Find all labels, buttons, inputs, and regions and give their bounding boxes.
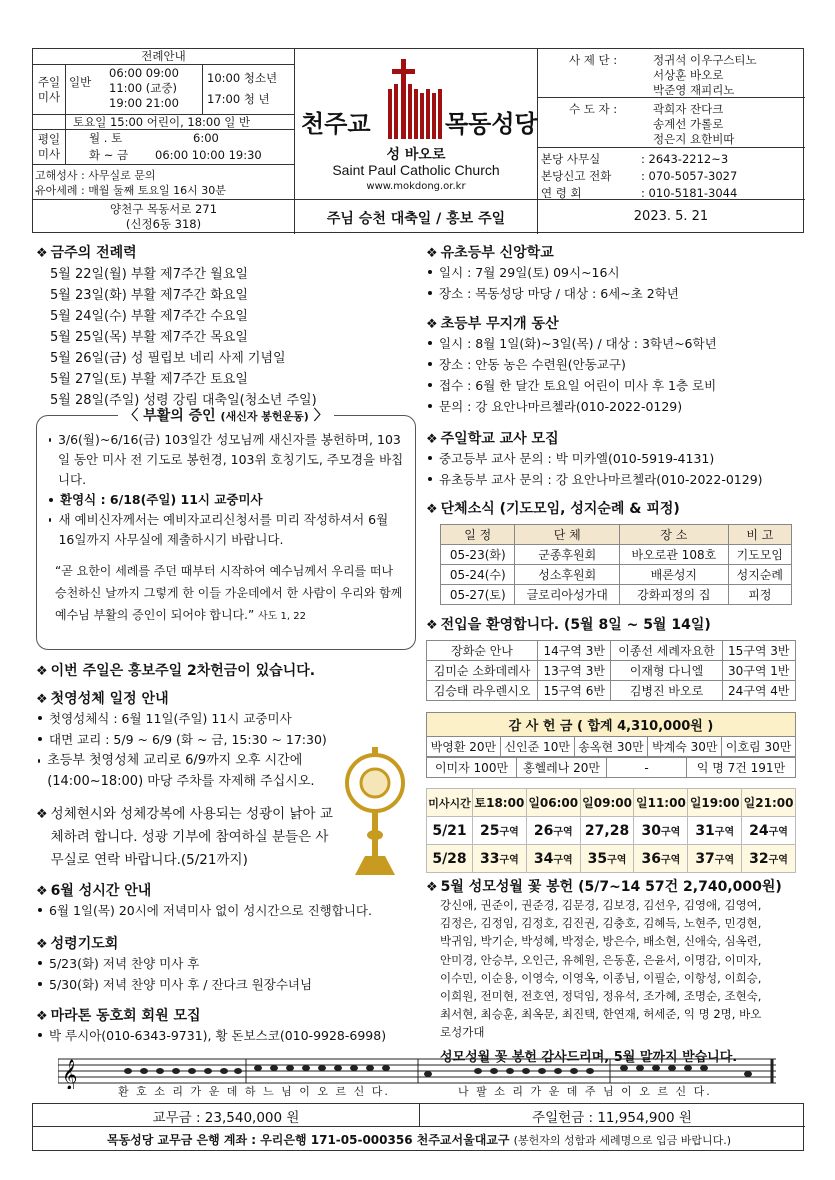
diamond-icon: ❖ xyxy=(36,1009,48,1024)
table-row xyxy=(441,565,792,585)
general-time: 11:00 (교중) xyxy=(109,81,177,95)
witness-item: 새 예비신자께서는 예비자교리신청서를 미리 작성하셔서 6월 16일까지 사무실에 제출하시기 바랍니다. xyxy=(58,512,389,547)
welcome-cell: 24구역 4반 xyxy=(722,681,795,701)
mass-duty-header: 토18:00 xyxy=(473,789,527,817)
contact-value: : 010-5181-3044 xyxy=(641,186,738,200)
groups-cell: 피정 xyxy=(728,585,791,605)
teachers-item: 중고등부 교사 문의 : 박 미카엘(010-5919-4131) xyxy=(439,451,715,466)
welcome-cell: 장화순 안나 xyxy=(427,641,538,661)
groups-header: 단 체 xyxy=(515,525,620,545)
monstrance-text: 성체현시와 성체강복에 사용되는 성광이 낡아 교체하려 합니다. 성광 기부에 참여하실 분들은 사무실로 연락 바랍니다.(5/21까지) xyxy=(50,806,333,868)
spirit-prayer-item: 5/30(화) 저녁 찬양 미사 후 / 잔다크 원장수녀님 xyxy=(49,977,313,992)
thanks-title: 감 사 헌 금 ( 합계 4,310,000원 ) xyxy=(427,713,796,737)
welcome-cell: 이종선 세례자요한 xyxy=(611,641,722,661)
kinder-title: 유초등부 신앙학교 xyxy=(440,245,554,261)
diamond-icon: ❖ xyxy=(426,502,438,517)
weekday-mass-label: 평일 미사 xyxy=(37,132,61,161)
weekday-days: 월 . 토 xyxy=(89,131,123,145)
groups-cell: 바오로관 108호 xyxy=(620,545,729,565)
table-row xyxy=(427,641,796,661)
sunday-collection-total: 주일헌금 : 11,954,900 원 xyxy=(532,1110,692,1126)
table-row xyxy=(427,681,796,701)
duty-zone: 25 xyxy=(480,822,500,839)
groups-cell: 05-23(화) xyxy=(441,545,515,565)
duty-zone: 32 xyxy=(749,850,769,867)
youth-time: 17:00 청 년 xyxy=(207,92,270,106)
diamond-icon: ❖ xyxy=(36,937,48,952)
general-time: 19:00 21:00 xyxy=(109,96,179,110)
welcome-section xyxy=(426,614,806,701)
diamond-icon: ❖ xyxy=(36,246,48,261)
mass-duty-header: 일21:00 xyxy=(742,789,796,817)
contact-label: 본당신고 전화 xyxy=(541,169,612,183)
flowers-names: 강신애, 권준이, 권준경, 김문경, 김보경, 김선우, 김영애, 김영여, 김정은, 김정임, 김정호, 김진권, 김충호, 김혜득, 노현주, 민경현, 박귀임, 박기순, 박성혜, 박정순, 방은수, 배소현, 신애숙, 심옥련, 안미경, 안승부, 오인근, 유혜원, 은동훈, 은윤서, 이명감, 이미자, 이수민, 이순용, 이영숙, 이영옥, 이종님, 이필순, 이항성, 이희승, 이희원, 전미현, 전호연, 정덕임, 정유석, 조가혜, 조명순, 조현숙, 최서현, 최승훈, 최옥문, 최진택, 한연재, 허세준, 익 명 2명, 바오로성가대 xyxy=(440,898,762,1040)
witness-item: 환영식 : 6/18(주일) 11시 교중미사 xyxy=(60,492,263,507)
diamond-icon: ❖ xyxy=(36,807,48,822)
camp-item: 문의 : 강 요안나마르첼라(010-2022-0129) xyxy=(439,399,683,414)
welcome-cell: 김승태 라우렌시오 xyxy=(427,681,538,701)
staff-role: 사 제 단 : xyxy=(569,53,618,67)
address-line: (신정6동 318) xyxy=(125,217,202,231)
duty-unit: 구역 xyxy=(553,854,573,866)
patron-name: 성 바오로 xyxy=(386,147,446,163)
groups-cell: 성소후원회 xyxy=(515,565,620,585)
holy-hour-section xyxy=(36,880,416,921)
thanks-cell: 이미자 100만 xyxy=(427,758,517,778)
mass-duty-header: 일09:00 xyxy=(580,789,634,817)
groups-cell: 군종후원회 xyxy=(515,545,620,565)
table-row xyxy=(427,845,796,873)
thanks-section xyxy=(426,712,796,778)
witness-item: 3/6(월)~6/16(금) 103일간 성모님께 새신자를 봉헌하며, 103일 동안 미사 전 기도로 봉헌경, 103위 호칭기도, 주모경을 바칩니다. xyxy=(57,432,404,487)
duty-unit: 구역 xyxy=(499,826,519,838)
church-english-name: Saint Paul Catholic Church xyxy=(332,162,500,178)
liturgy-item: 5월 22일(월) 부활 제7주간 월요일 xyxy=(50,267,248,282)
duty-unit: 구역 xyxy=(768,826,788,838)
thanks-cell: 익 명 7건 191만 xyxy=(687,758,796,778)
groups-table xyxy=(440,524,792,605)
diamond-icon: ❖ xyxy=(36,664,48,679)
staff-name: 서상훈 바오로 xyxy=(653,68,724,82)
groups-header: 일 정 xyxy=(441,525,515,545)
groups-header: 비 고 xyxy=(728,525,791,545)
camp-item: 장소 : 안동 농은 수련원(안동교구) xyxy=(439,357,626,372)
duty-unit: 구역 xyxy=(714,854,735,866)
diamond-icon: ❖ xyxy=(426,432,438,447)
duty-unit: 구역 xyxy=(660,854,681,866)
liturgy-item: 5월 26일(금) 성 필립보 네리 사제 기념일 xyxy=(50,351,286,366)
table-row xyxy=(427,817,796,845)
groups-cell: 강화피정의 집 xyxy=(620,585,729,605)
liturgy-item: 5월 23일(화) 부활 제7주간 화요일 xyxy=(50,288,248,303)
spirit-prayer-title: 성령기도회 xyxy=(50,936,119,952)
table-row xyxy=(441,545,792,565)
table-row xyxy=(441,585,792,605)
liturgy-section xyxy=(36,242,416,411)
thanks-table xyxy=(426,712,796,757)
flowers-closing: 성모성월 꽃 봉헌 감사드리며, 5월 말까지 받습니다. xyxy=(440,1049,738,1065)
mass-duty-date: 5/28 xyxy=(427,845,473,873)
thanks-cell: 송옥현 30만 xyxy=(574,737,648,757)
duty-unit: 구역 xyxy=(768,854,788,866)
weekday-times: 06:00 10:00 19:30 xyxy=(155,148,262,162)
church-name-left: 천주교 xyxy=(301,110,371,138)
mass-duty-header: 일11:00 xyxy=(634,789,688,817)
bulletin-date: 2023. 5. 21 xyxy=(633,209,709,224)
contact-value: : 070-5057-3027 xyxy=(641,169,738,183)
diamond-icon: ❖ xyxy=(426,246,438,261)
flowers-title: 5월 성모성월 꽃 봉헌 (5/7~14 57건 2,740,000원) xyxy=(440,879,782,895)
camp-item: 접수 : 6월 한 달간 토요일 어린이 미사 후 1층 로비 xyxy=(439,378,717,393)
mass-duty-header: 일19:00 xyxy=(688,789,742,817)
spirit-prayer-item: 5/23(화) 저녁 찬양 미사 후 xyxy=(49,956,200,971)
lyrics-right: 나 팔 소 리 가 운 데 주 님 이 오 르 신 다. xyxy=(458,1085,712,1098)
groups-header: 장 소 xyxy=(620,525,729,545)
marathon-title: 마라톤 동호회 회원 모집 xyxy=(50,1008,201,1024)
liturgy-title: 금주의 전례력 xyxy=(50,245,137,261)
table-row xyxy=(427,661,796,681)
duty-zone: 37 xyxy=(695,850,715,867)
liturgy-item: 5월 25일(목) 부활 제7주간 목요일 xyxy=(50,330,248,345)
weekday-days: 화 ~ 금 xyxy=(89,148,129,162)
mass-duty-date: 5/21 xyxy=(427,817,473,845)
diamond-icon: ❖ xyxy=(426,880,438,895)
bank-account: 목동성당 교무금 은행 계좌 : 우리은행 171-05-000356 천주교서울대교구 xyxy=(107,1133,510,1147)
teachers-title: 주일학교 교사 모집 xyxy=(440,431,559,447)
thanks-cell: 신인준 10만 xyxy=(500,737,574,757)
kinder-item: 장소 : 목동성당 마당 / 대상 : 6세~초 2학년 xyxy=(439,286,679,301)
duty-zone: 27,28 xyxy=(584,822,630,839)
groups-cell: 05-27(토) xyxy=(441,585,515,605)
liturgy-item: 5월 28일(주일) 성령 강림 대축일(청소년 주일) xyxy=(50,393,317,408)
mass-duty-table xyxy=(426,788,796,873)
communion-title: 첫영성체 일정 안내 xyxy=(50,691,169,707)
witness-quote-ref: 사도 1, 22 xyxy=(258,611,306,622)
groups-section xyxy=(426,498,806,605)
contact-value: : 2643-2212~3 xyxy=(641,152,729,166)
duty-unit: 구역 xyxy=(553,826,573,838)
welcome-cell: 15구역 3반 xyxy=(722,641,795,661)
duty-zone: 24 xyxy=(749,822,769,839)
mass-guide-title: 전례안내 xyxy=(141,49,186,63)
mass-duty-header: 미사시간 xyxy=(427,789,473,817)
diamond-icon: ❖ xyxy=(426,618,438,633)
diamond-icon: ❖ xyxy=(36,884,48,899)
groups-title: 단체소식 (기도모임, 성지순례 & 피정) xyxy=(440,501,680,517)
welcome-cell: 15구역 6반 xyxy=(538,681,611,701)
contact-label: 연 령 회 xyxy=(541,186,582,200)
collection-note: 이번 주일은 홍보주일 2차헌금이 있습니다. xyxy=(50,663,316,679)
witness-subtitle: (새신자 봉헌운동) xyxy=(220,410,309,423)
kinder-item: 일시 : 7월 29일(토) 09시~16시 xyxy=(439,265,620,280)
welcome-cell: 14구역 3반 xyxy=(538,641,611,661)
witness-quote: “곧 요한이 세례를 주던 때부터 시작하여 예수님께서 우리를 떠나 승천하신 날까지 그렇게 한 이들 가운데에서 한 사람이 우리와 함께 예수님 부활의 증인이 되어야 합니다.” xyxy=(55,564,403,622)
groups-cell: 성지순례 xyxy=(728,565,791,585)
welcome-cell: 김미순 소화데레사 xyxy=(427,661,538,681)
address-line: 양천구 목동서로 271 xyxy=(109,202,218,216)
camp-title: 초등부 무지개 동산 xyxy=(440,316,559,332)
staff-name: 정귀석 이우구스티노 xyxy=(653,53,757,67)
spirit-prayer-section xyxy=(36,933,416,995)
diamond-icon: ❖ xyxy=(36,692,48,707)
duty-zone: 33 xyxy=(480,850,500,867)
welcome-cell: 이재형 다니엘 xyxy=(611,661,722,681)
communion-item: 초등부 첫영성체 교리로 6/9까지 오후 시간에 (14:00~18:00) 마당 주차를 자제해 주십시오. xyxy=(47,753,315,789)
marathon-item: 박 루시아(010-6343-9731), 황 돈보스코(010-9928-6998) xyxy=(49,1028,387,1043)
church-tax-total: 교무금 : 23,540,000 원 xyxy=(152,1110,300,1126)
mass-duty-header: 일06:00 xyxy=(526,789,580,817)
sunday-title: 주님 승천 대축일 / 홍보 주일 xyxy=(326,211,506,227)
welcome-cell: 13구역 3반 xyxy=(538,661,611,681)
church-name-right: 목동성당 xyxy=(445,110,538,138)
thanks-cell: 박영환 20만 xyxy=(427,737,501,757)
holy-hour-item: 6월 1일(목) 20시에 저녁미사 없이 성시간으로 진행합니다. xyxy=(49,903,372,918)
communion-item: 대면 교리 : 5/9 ~ 6/9 (화 ~ 금, 15:30 ~ 17:30) xyxy=(49,732,327,747)
youth-time: 10:00 청소년 xyxy=(207,71,278,85)
music-staff xyxy=(58,1055,776,1099)
witness-title: 부활의 증인 xyxy=(143,408,216,424)
thanks-cell: 이호림 30만 xyxy=(722,737,796,757)
svg-text:𝄞: 𝄞 xyxy=(62,1060,78,1089)
groups-cell: 글로리아성가대 xyxy=(515,585,620,605)
duty-zone: 26 xyxy=(533,822,554,839)
thanks-cell: 홍헬레나 20만 xyxy=(517,758,607,778)
duty-unit: 구역 xyxy=(607,854,627,866)
duty-zone: 36 xyxy=(641,850,661,867)
welcome-title: 전입을 환영합니다. (5월 8일 ~ 5월 14일) xyxy=(440,617,711,633)
weekday-times: 6:00 xyxy=(193,131,219,145)
duty-zone: 35 xyxy=(587,850,608,867)
flowers-section xyxy=(426,876,806,1065)
staff-role: 수 도 자 : xyxy=(569,102,618,116)
groups-cell: 배론성지 xyxy=(620,565,729,585)
website[interactable]: www.mokdong.or.kr xyxy=(366,181,466,192)
lyrics-left: 환 호 소 리 가 운 데 하 느 님 이 오 르 신 다. xyxy=(118,1085,390,1098)
staff-name: 정은지 요한비따 xyxy=(653,132,735,146)
welcome-table xyxy=(426,640,796,701)
saturday-mass-line: 토요일 15:00 어린이, 18:00 일 반 xyxy=(73,115,251,129)
staff-name: 송계선 가롤로 xyxy=(653,117,724,131)
staff-name: 곽희자 잔다크 xyxy=(653,102,724,116)
teachers-item: 유초등부 교사 문의 : 강 요안나마르첼라(010-2022-0129) xyxy=(439,472,763,487)
thanks-cell: 박계숙 30만 xyxy=(648,737,722,757)
liturgy-item: 5월 27일(토) 부활 제7주간 토요일 xyxy=(50,372,248,387)
marathon-section xyxy=(36,1005,416,1046)
contact-label: 본당 사무실 xyxy=(541,152,601,166)
sunday-mass-label: 주일 미사 xyxy=(37,75,61,104)
kinder-section xyxy=(426,242,806,304)
monstrance-notice xyxy=(36,803,336,872)
header-box xyxy=(32,48,804,233)
duty-zone: 34 xyxy=(533,850,554,867)
duty-zone: 30 xyxy=(641,822,661,839)
liturgy-item: 5월 24일(수) 부활 제7주간 수요일 xyxy=(50,309,248,324)
confession-note: 고해성사 : 사무실로 문의 xyxy=(35,169,156,182)
thanks-table-2 xyxy=(426,757,796,778)
witness-box: 〈 부활의 증인 (새신자 봉헌운동) 〉 3/6(월)~6/16(금) 103일간 성모님께 새신자를 봉헌하며, 103일 동안 미사 전 기도로 봉헌경, 103위 호칭기도, 주모경을 바칩니다. 환영식 : 6/18(주일) 11시 교중미사 새 예비신자께서는 예비자교리신청서를 미리 작성하셔서 6월 16일까지 사무실에 제출하시기 바랍니다. “곧 요한이 세례를 주던 때부터 시작하여 예수님께서 우리를 떠나 승천하신 날까지 그렇게 한 이들 가운데에서 한 사람이 우리와 함께 예수님 부활의 증인이 되어야 합니다.” 사도 1, 22 xyxy=(36,415,416,650)
general-time: 06:00 09:00 xyxy=(109,66,179,80)
footer-box xyxy=(32,1103,804,1151)
communion-item: 첫영성체식 : 6월 11일(주일) 11시 교중미사 xyxy=(49,711,292,726)
groups-cell: 기도모임 xyxy=(728,545,791,565)
duty-unit: 구역 xyxy=(660,826,681,838)
staff-name: 박준영 재피리노 xyxy=(653,83,735,97)
duty-unit: 구역 xyxy=(499,854,519,866)
general-label: 일반 xyxy=(69,75,92,89)
welcome-cell: 30구역 1반 xyxy=(722,661,795,681)
diamond-icon: ❖ xyxy=(426,317,438,332)
groups-cell: 05-24(수) xyxy=(441,565,515,585)
bank-note: (봉헌자의 성함과 세례명으로 입금 바랍니다.) xyxy=(513,1134,731,1147)
baptism-note: 유아세례 : 매월 둘째 토요일 16시 30분 xyxy=(35,184,226,197)
duty-zone: 31 xyxy=(695,822,715,839)
welcome-cell: 김병진 바오로 xyxy=(611,681,722,701)
camp-item: 일시 : 8월 1일(화)~3일(목) / 대상 : 3학년~6학년 xyxy=(439,336,717,351)
monstrance-icon xyxy=(340,745,410,885)
duty-unit: 구역 xyxy=(714,826,735,838)
thanks-cell: - xyxy=(607,758,687,778)
camp-section xyxy=(426,313,806,417)
holy-hour-title: 6월 성시간 안내 xyxy=(50,883,152,899)
teachers-section xyxy=(426,428,806,490)
